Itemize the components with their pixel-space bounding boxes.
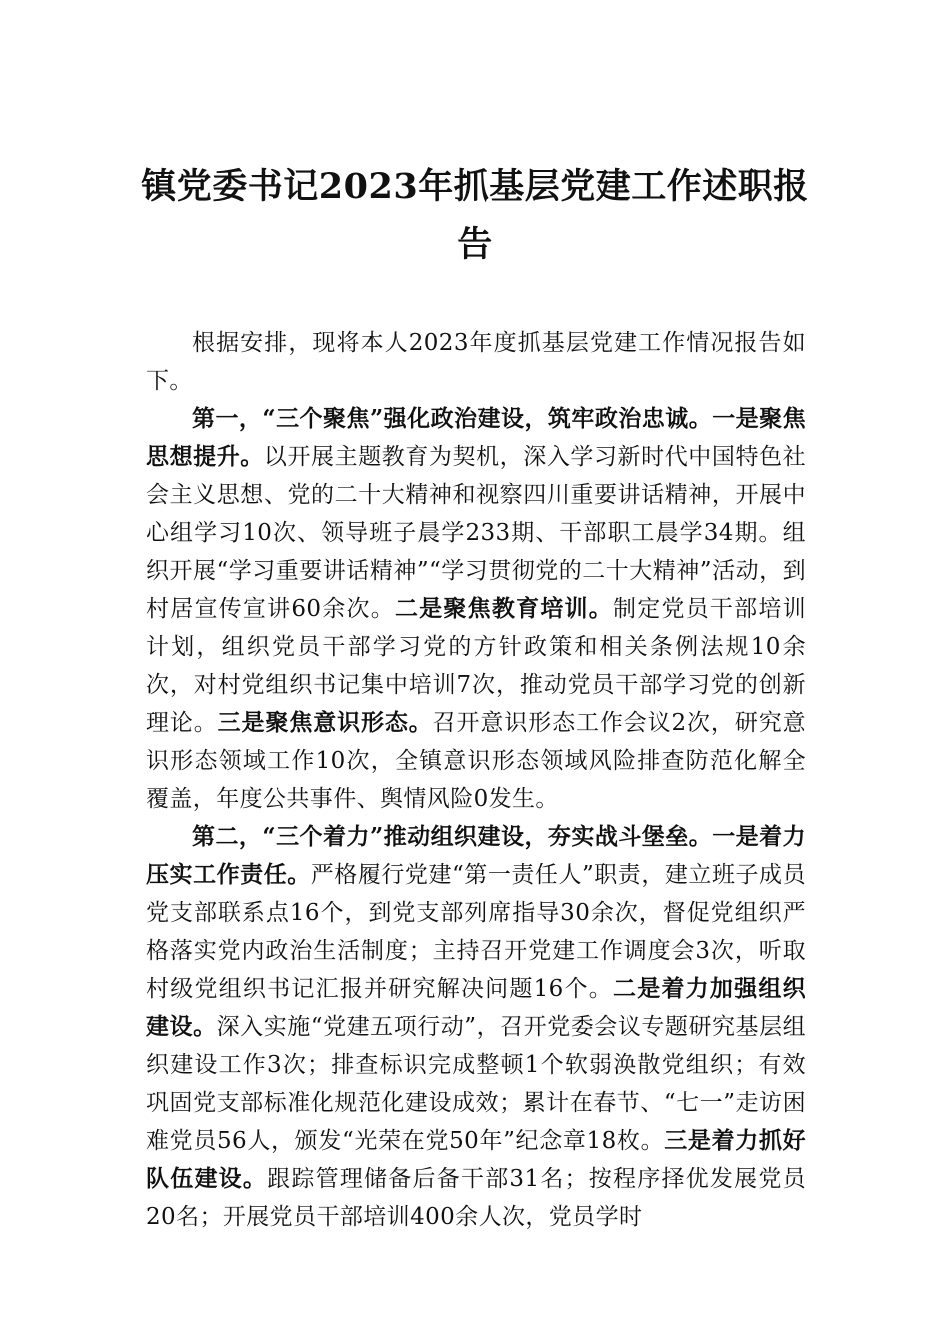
document-title: 镇党委书记2023年抓基层党建工作述职报告 xyxy=(141,166,809,265)
section-1-item-1-text: 以开展主题教育为契机，深入学习新时代中国特色社会主义思想、党的二十大精神和视察四川重要讲话精神，开展中心组学习10次、领导班子晨学233期、干部职工晨学34期。组织开展“学习重要讲话精神”“学习贯彻党的二十大精神”活动，到村居宣传宣讲60余次。 xyxy=(146,444,806,622)
section-2-item-2-text: 深入实施“党建五项行动”，召开党委会议专题研究基层组织建设工作3次；排查标识完成整顿1个软弱涣散党组织；有效巩固党支部标准化规范化建设成效；累计在春节、“七一”走访困难党员56人，颁发“光荣在党50年”纪念章18枚。 xyxy=(146,1014,807,1154)
section-1-item-3-label: 三是聚焦意识形态。 xyxy=(217,709,433,736)
section-2-heading: 第二，“三个着力”推动组织建设，夯实战斗堡垒。 xyxy=(192,823,713,850)
section-2-item-1-text: 严格履行党建“第一责任人”职责，建立班子成员党支部联系点16个，到党支部列席指导30余次，督促党组织严格落实党内政治生活制度；主持召开党建工作调度会3次，听取村级党组织书记汇报并研究解决问题16个。 xyxy=(146,862,806,1002)
document-body xyxy=(146,324,806,1236)
section-2-paragraph xyxy=(146,818,806,1236)
section-2-item-1-label: 一是着力压实工作责任。 xyxy=(146,823,806,888)
section-1-item-3-text: 召开意识形态工作会议2次，研究意识形态领域工作10次，全镇意识形态领域风险排查防范化解全覆盖，年度公共事件、舆情风险0发生。 xyxy=(146,710,806,812)
section-1-item-1-label: 一是聚焦思想提升。 xyxy=(146,405,806,470)
section-1-paragraph xyxy=(146,400,806,818)
intro-paragraph: 根据安排，现将本人2023年度抓基层党建工作情况报告如下。 xyxy=(146,330,806,394)
section-2-item-2-label: 二是着力加强组织建设。 xyxy=(146,975,806,1040)
section-1-item-2-label: 二是聚焦教育培训。 xyxy=(394,595,614,622)
section-2-item-3-text: 跟踪管理储备后备干部31名；按程序择优发展党员20名；开展党员干部培训400余人次，党员学时 xyxy=(146,1166,806,1230)
section-2-item-3-label: 三是着力抓好队伍建设。 xyxy=(146,1127,806,1192)
section-1-heading: 第一，“三个聚焦”强化政治建设，筑牢政治忠诚。 xyxy=(192,405,713,432)
section-1-item-2-text: 制定党员干部培训计划，组织党员干部学习党的方针政策和相关条例法规10余次，对村党组织书记集中培训7次，推动党员干部学习党的创新理论。 xyxy=(146,596,807,736)
